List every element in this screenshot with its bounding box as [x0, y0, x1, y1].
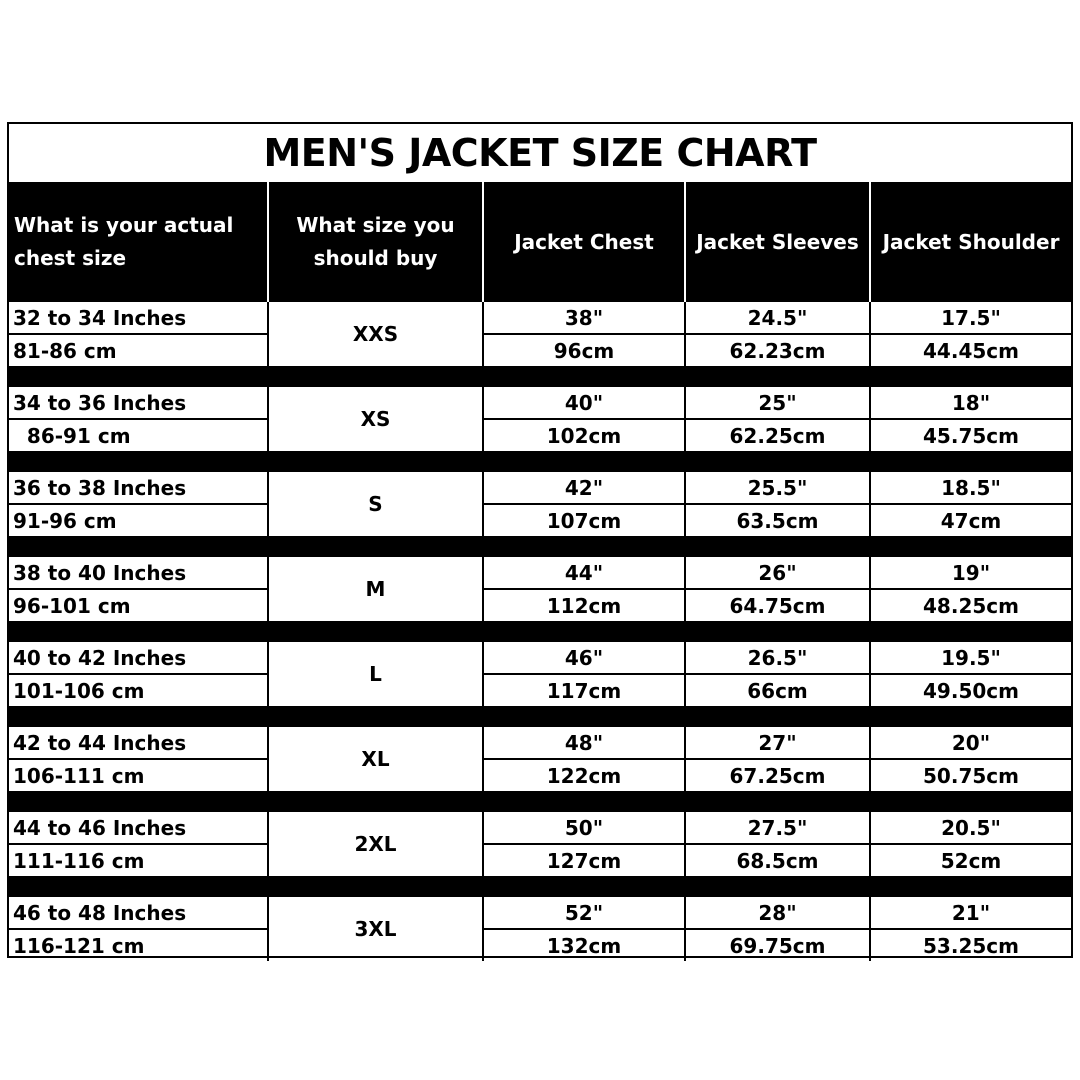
jacket-sleeves-in: 27" — [758, 730, 797, 755]
jacket-chest-cm: 132cm — [546, 933, 622, 958]
size-row-group — [9, 897, 1071, 961]
jacket-chest-cm: 112cm — [546, 593, 622, 618]
jacket-chest-cm: 117cm — [546, 678, 622, 703]
jacket-shoulder-in: 19" — [951, 560, 991, 585]
jacket-sleeves-cm: 62.23cm — [729, 338, 826, 363]
jacket-shoulder-cm: 44.45cm — [923, 338, 1019, 363]
header-jacket-sleeves: Jacket Sleeves — [696, 229, 859, 254]
chest-cm: 101-106 cm — [13, 678, 145, 703]
jacket-shoulder-cm: 53.25cm — [923, 933, 1019, 958]
chest-inches: 34 to 36 Inches — [13, 390, 187, 415]
jacket-shoulder-in: 18" — [951, 390, 991, 415]
separator-bar — [9, 536, 1071, 557]
header-actual-chest-line2: chest size — [14, 246, 127, 270]
header-buy-size-line1: What size you — [296, 213, 455, 237]
jacket-sleeves-in: 25.5" — [747, 475, 808, 500]
jacket-chest-in: 44" — [564, 560, 604, 585]
header-buy-size-line2: should buy — [313, 246, 438, 270]
header-buy-size — [269, 182, 482, 302]
size-label: 2XL — [354, 832, 397, 856]
size-row-group — [9, 812, 1071, 876]
jacket-shoulder-cm: 47cm — [940, 508, 1002, 533]
jacket-chest-in: 52" — [564, 900, 604, 925]
jacket-chest-in: 40" — [564, 390, 604, 415]
jacket-sleeves-cm: 63.5cm — [736, 508, 819, 533]
jacket-sleeves-cm: 66cm — [747, 678, 808, 703]
jacket-chest-cm: 107cm — [546, 508, 622, 533]
jacket-sleeves-in: 26.5" — [747, 645, 808, 670]
jacket-shoulder-cm: 50.75cm — [923, 763, 1019, 788]
separator-bar — [9, 621, 1071, 642]
chest-inches: 40 to 42 Inches — [13, 645, 187, 670]
size-label: M — [365, 577, 386, 601]
jacket-shoulder-in: 19.5" — [941, 645, 1001, 670]
jacket-sleeves-in: 28" — [758, 900, 797, 925]
chest-cm: 106-111 cm — [13, 763, 145, 788]
chest-inches: 32 to 34 Inches — [13, 305, 187, 330]
jacket-shoulder-in: 18.5" — [941, 475, 1001, 500]
jacket-shoulder-in: 20.5" — [941, 815, 1001, 840]
jacket-chest-cm: 96cm — [553, 338, 615, 363]
header-actual-chest-line1: What is your actual — [14, 213, 234, 237]
jacket-shoulder-cm: 48.25cm — [923, 593, 1019, 618]
separator-bar — [9, 706, 1071, 727]
size-label: 3XL — [354, 917, 397, 941]
chest-inches: 46 to 48 Inches — [13, 900, 187, 925]
jacket-sleeves-cm: 69.75cm — [729, 933, 826, 958]
jacket-sleeves-cm: 64.75cm — [729, 593, 826, 618]
size-label: S — [368, 492, 383, 516]
size-row-group — [9, 557, 1071, 621]
chest-cm: 81-86 cm — [13, 338, 117, 363]
jacket-chest-cm: 127cm — [546, 848, 622, 873]
separator-bar — [9, 451, 1071, 472]
separator-bar — [9, 876, 1071, 897]
size-row-group — [9, 727, 1071, 791]
chest-inches: 44 to 46 Inches — [13, 815, 187, 840]
size-label: XS — [360, 407, 391, 431]
chart-title: MEN'S JACKET SIZE CHART — [263, 131, 817, 175]
chest-inches: 36 to 38 Inches — [13, 475, 187, 500]
jacket-chest-in: 46" — [564, 645, 604, 670]
chest-cm: 111-116 cm — [13, 848, 145, 873]
jacket-shoulder-cm: 52cm — [940, 848, 1002, 873]
jacket-sleeves-in: 26" — [758, 560, 797, 585]
jacket-shoulder-cm: 45.75cm — [923, 423, 1019, 448]
jacket-sleeves-in: 25" — [758, 390, 797, 415]
chest-cm: 91-96 cm — [13, 508, 117, 533]
jacket-chest-in: 38" — [564, 305, 604, 330]
jacket-chest-in: 42" — [564, 475, 604, 500]
jacket-sleeves-cm: 62.25cm — [729, 423, 826, 448]
size-row-group — [9, 302, 1071, 366]
chest-inches: 38 to 40 Inches — [13, 560, 187, 585]
header-jacket-shoulder: Jacket Shoulder — [882, 229, 1060, 254]
header-jacket-chest: Jacket Chest — [514, 229, 654, 254]
chest-cm: 86-91 cm — [13, 423, 131, 448]
separator-bar — [9, 366, 1071, 387]
size-label: XXS — [352, 322, 399, 346]
separator-bar — [9, 791, 1071, 812]
jacket-sleeves-in: 24.5" — [747, 305, 808, 330]
jacket-chest-in: 50" — [564, 815, 604, 840]
size-row-group — [9, 642, 1071, 706]
chest-cm: 96-101 cm — [13, 593, 131, 618]
size-label: XL — [361, 747, 390, 771]
header-row — [9, 182, 1071, 302]
size-row-group — [9, 472, 1071, 536]
size-row-group — [9, 387, 1071, 451]
jacket-shoulder-in: 21" — [951, 900, 991, 925]
chest-cm: 116-121 cm — [13, 933, 145, 958]
size-chart-table — [7, 122, 1073, 958]
jacket-chest-in: 48" — [564, 730, 604, 755]
jacket-sleeves-cm: 67.25cm — [729, 763, 826, 788]
jacket-sleeves-cm: 68.5cm — [736, 848, 819, 873]
jacket-chest-cm: 122cm — [546, 763, 622, 788]
size-label: L — [369, 662, 382, 686]
jacket-sleeves-in: 27.5" — [747, 815, 808, 840]
header-actual-chest — [9, 182, 267, 302]
jacket-shoulder-in: 20" — [951, 730, 991, 755]
jacket-chest-cm: 102cm — [546, 423, 622, 448]
jacket-shoulder-in: 17.5" — [941, 305, 1001, 330]
jacket-shoulder-cm: 49.50cm — [923, 678, 1019, 703]
chest-inches: 42 to 44 Inches — [13, 730, 187, 755]
